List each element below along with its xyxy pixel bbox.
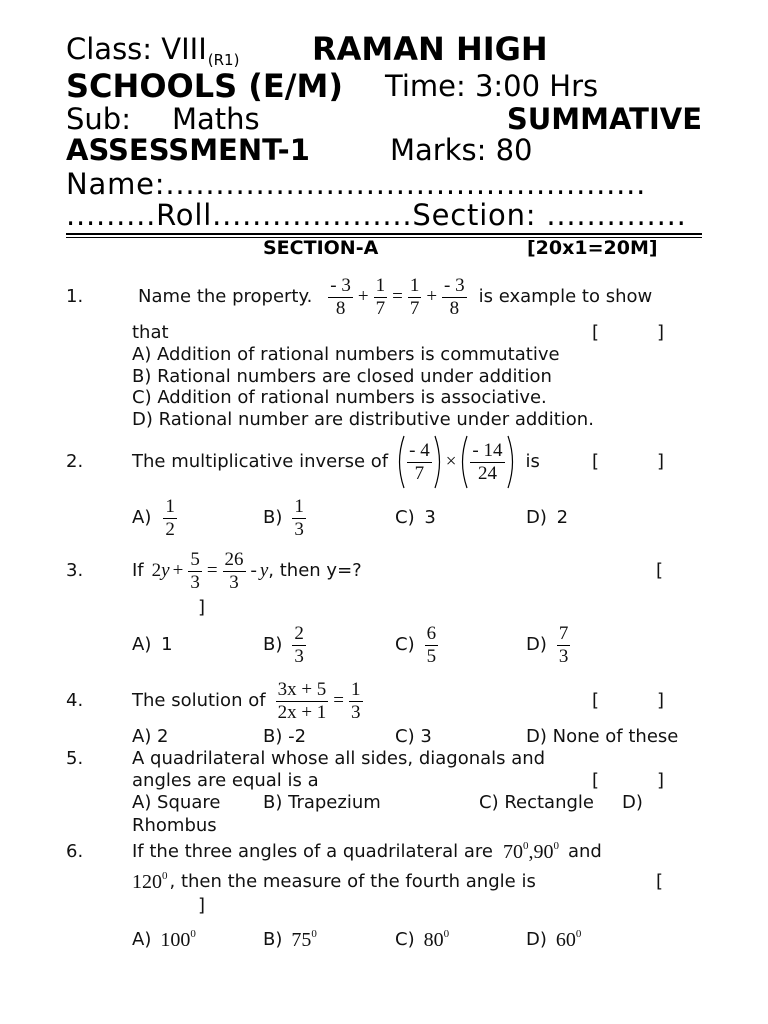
option-label: D) bbox=[526, 634, 547, 655]
degree-mark: 0 bbox=[522, 840, 529, 852]
right-parenthesis bbox=[507, 435, 516, 489]
fraction-numerator: 1 bbox=[351, 678, 361, 700]
class-text: Class: VIII bbox=[66, 32, 207, 66]
angle-value bbox=[291, 929, 317, 951]
angle-value bbox=[160, 929, 196, 951]
option-c: C) Addition of rational numbers is associative. bbox=[132, 387, 547, 408]
answer-bracket-close: ] bbox=[657, 451, 665, 472]
double-rule-top bbox=[66, 233, 702, 235]
fraction bbox=[407, 441, 432, 484]
answer-bracket-open: [ bbox=[592, 451, 600, 472]
option-a: A) Square bbox=[132, 792, 221, 813]
option-a bbox=[132, 918, 196, 962]
fraction bbox=[292, 624, 306, 667]
question-number: 4. bbox=[66, 690, 84, 711]
question-text: , then the measure of the fourth angle is bbox=[169, 871, 536, 892]
option-value: 2 bbox=[556, 507, 569, 528]
angle-number: 70 bbox=[502, 841, 523, 863]
question-number: 1. bbox=[66, 286, 84, 307]
roll-section-field-line: .........Roll....................Section: .............. bbox=[66, 198, 687, 232]
fraction bbox=[163, 497, 177, 540]
fraction bbox=[557, 624, 571, 667]
answer-bracket-open: [ bbox=[592, 322, 600, 343]
fraction bbox=[425, 624, 439, 667]
fraction-numerator: - 3 bbox=[330, 274, 351, 296]
question-text-continued: angles are equal is a bbox=[132, 770, 319, 791]
angle-value bbox=[132, 871, 168, 893]
question-text: The multiplicative inverse of bbox=[132, 451, 389, 472]
question-number: 2. bbox=[66, 451, 84, 472]
subject-label: Sub: bbox=[66, 102, 131, 136]
answer-bracket-open: [ bbox=[592, 690, 600, 711]
question-text: If the three angles of a quadrilateral are bbox=[132, 841, 493, 862]
option-label: A) bbox=[132, 507, 152, 528]
option-b bbox=[263, 620, 308, 670]
option-a bbox=[132, 634, 173, 656]
fraction-denominator: 3 bbox=[229, 571, 239, 593]
math-expression bbox=[274, 680, 365, 723]
fraction bbox=[349, 680, 363, 723]
option-label: D) bbox=[526, 929, 547, 950]
angle-number: 120 bbox=[132, 871, 162, 893]
variable: y bbox=[259, 560, 269, 581]
question-text: and bbox=[567, 841, 602, 862]
plus-operator: + bbox=[172, 560, 184, 581]
fraction bbox=[223, 550, 246, 593]
fraction bbox=[442, 276, 467, 319]
question-text: A quadrilateral whose all sides, diagonals and bbox=[132, 748, 546, 769]
question-text: The solution of bbox=[132, 690, 266, 711]
fraction-numerator: - 3 bbox=[444, 274, 465, 296]
question-text: If bbox=[132, 560, 144, 581]
degree-mark: 0 bbox=[162, 870, 168, 882]
answer-bracket-close: ] bbox=[198, 597, 206, 618]
assessment-title-line2: ASSESSMENT-1 bbox=[66, 133, 310, 167]
option-value: 1 bbox=[161, 634, 173, 655]
angle-number: 60 bbox=[555, 929, 576, 951]
option-c bbox=[395, 507, 436, 529]
question-stem bbox=[132, 432, 540, 492]
fraction-numerator: 6 bbox=[426, 622, 437, 644]
fraction bbox=[374, 276, 388, 319]
answer-bracket-open: [ bbox=[656, 560, 664, 581]
name-field-line: Name:................................................ bbox=[66, 167, 647, 201]
angle-number: 100 bbox=[160, 929, 191, 951]
angle-number: 80 bbox=[423, 929, 444, 951]
question-text-continued: that bbox=[132, 322, 169, 343]
option-d bbox=[526, 620, 572, 670]
question-number: 5. bbox=[66, 748, 84, 769]
option-a: A) 2 bbox=[132, 726, 169, 747]
left-parenthesis bbox=[396, 435, 405, 489]
multiply-operator: × bbox=[445, 451, 457, 472]
option-value: 3 bbox=[424, 507, 436, 528]
option-label: A) bbox=[132, 929, 152, 950]
question-text: Name the property. bbox=[138, 286, 313, 307]
fraction-numerator: 7 bbox=[558, 622, 569, 644]
fraction-denominator: 3 bbox=[294, 518, 304, 540]
question-number: 6. bbox=[66, 841, 84, 862]
option-d: D) None of these bbox=[526, 726, 679, 747]
option-label: C) bbox=[395, 929, 415, 950]
option-a bbox=[132, 493, 179, 543]
option-label: B) bbox=[263, 507, 283, 528]
fraction bbox=[328, 276, 353, 319]
fraction bbox=[292, 497, 306, 540]
equals-operator: = bbox=[333, 690, 344, 711]
math-expression bbox=[152, 550, 269, 593]
fraction-numerator: 5 bbox=[190, 548, 200, 570]
fraction-denominator: 7 bbox=[375, 297, 386, 319]
option-b: B) Trapezium bbox=[263, 792, 381, 813]
fraction-numerator: 1 bbox=[375, 274, 386, 296]
fraction-denominator: 7 bbox=[409, 297, 420, 319]
fraction-denominator: 3 bbox=[294, 645, 304, 667]
option-label: A) bbox=[132, 634, 152, 655]
question-text: , then y=? bbox=[268, 560, 362, 581]
option-label: C) bbox=[395, 634, 415, 655]
option-c: C) 3 bbox=[395, 726, 432, 747]
class-section-subscript: (R1) bbox=[207, 51, 240, 69]
math-expression bbox=[326, 276, 468, 319]
max-marks: Marks: 80 bbox=[390, 133, 533, 167]
option-a: A) Addition of rational numbers is commutative bbox=[132, 344, 560, 365]
fraction-denominator: 7 bbox=[414, 462, 425, 484]
subject-value: Maths bbox=[172, 102, 260, 136]
fraction-denominator: 3 bbox=[558, 645, 569, 667]
angle-number: 90 bbox=[533, 841, 554, 863]
fraction-denominator: 2x + 1 bbox=[277, 701, 327, 723]
option-c: C) Rectangle bbox=[479, 792, 594, 813]
question-number: 3. bbox=[66, 560, 84, 581]
option-label: D) bbox=[526, 507, 547, 528]
section-title: SECTION-A bbox=[263, 237, 379, 259]
option-b: B) -2 bbox=[263, 726, 307, 747]
option-label: B) bbox=[263, 929, 283, 950]
exam-duration: Time: 3:00 Hrs bbox=[385, 69, 599, 103]
fraction bbox=[276, 680, 329, 723]
answer-bracket-close: ] bbox=[657, 690, 665, 711]
answer-bracket-open: [ bbox=[592, 770, 600, 791]
fraction bbox=[408, 276, 422, 319]
fraction-denominator: 24 bbox=[477, 462, 497, 484]
fraction-denominator: 5 bbox=[426, 645, 437, 667]
class-label bbox=[66, 32, 239, 71]
fraction-numerator: 2 bbox=[294, 622, 304, 644]
answer-bracket-open: [ bbox=[656, 871, 664, 892]
question-stem bbox=[138, 272, 652, 322]
coefficient: 2 bbox=[151, 560, 162, 581]
option-c bbox=[395, 620, 440, 670]
assessment-title-line1: SUMMATIVE bbox=[506, 102, 702, 136]
fraction-numerator: 26 bbox=[224, 548, 244, 570]
right-parenthesis bbox=[434, 435, 443, 489]
angle-value bbox=[556, 929, 582, 951]
fraction-numerator: - 14 bbox=[472, 439, 503, 461]
fraction-numerator: 1 bbox=[165, 495, 175, 517]
fraction-numerator: 1 bbox=[409, 274, 420, 296]
question-stem-continued bbox=[132, 860, 536, 904]
answer-bracket-close: ] bbox=[657, 770, 665, 791]
section-marks: [20x1=20M] bbox=[527, 237, 658, 259]
angle-number: 75 bbox=[291, 929, 312, 951]
fraction bbox=[188, 550, 202, 593]
fraction-numerator: - 4 bbox=[409, 439, 430, 461]
option-d-label: D) bbox=[622, 792, 643, 813]
question-stem bbox=[132, 546, 362, 596]
question-stem bbox=[132, 676, 365, 726]
answer-bracket-close: ] bbox=[198, 895, 206, 916]
left-parenthesis bbox=[459, 435, 468, 489]
option-d bbox=[526, 918, 581, 962]
equals-operator: = bbox=[206, 560, 218, 581]
minus-operator: - bbox=[250, 560, 257, 581]
school-name-line1: RAMAN HIGH bbox=[312, 30, 548, 68]
option-c bbox=[395, 918, 449, 962]
fraction bbox=[470, 441, 504, 484]
option-b bbox=[263, 918, 317, 962]
fraction-denominator: 8 bbox=[335, 297, 346, 319]
option-b: B) Rational numbers are closed under addition bbox=[132, 366, 552, 387]
fraction-denominator: 8 bbox=[449, 297, 460, 319]
option-d bbox=[526, 507, 568, 529]
math-expression bbox=[396, 435, 515, 489]
degree-mark: 0 bbox=[311, 928, 317, 940]
variable: y bbox=[161, 560, 170, 581]
fraction-denominator: 3 bbox=[190, 571, 200, 593]
angle-value bbox=[533, 841, 559, 863]
fraction-numerator: 1 bbox=[294, 495, 304, 517]
degree-mark: 0 bbox=[575, 928, 582, 940]
option-d-value: Rhombus bbox=[132, 815, 217, 836]
angle-separator: , bbox=[528, 841, 534, 863]
degree-mark: 0 bbox=[553, 840, 559, 852]
option-b bbox=[263, 493, 308, 543]
school-name-line2: SCHOOLS (E/M) bbox=[66, 67, 343, 105]
fraction-denominator: 3 bbox=[351, 701, 361, 723]
answer-bracket-close: ] bbox=[657, 322, 665, 343]
degree-mark: 0 bbox=[190, 928, 196, 940]
fraction-numerator: 3x + 5 bbox=[277, 678, 327, 700]
fraction-denominator: 2 bbox=[165, 518, 175, 540]
degree-mark: 0 bbox=[443, 928, 450, 940]
angle-value bbox=[424, 929, 450, 951]
plus-operator: + bbox=[357, 286, 369, 307]
plus-operator: + bbox=[426, 286, 438, 307]
question-text: is example to show bbox=[478, 286, 653, 307]
question-text: is bbox=[525, 451, 540, 472]
option-label: C) bbox=[395, 507, 415, 528]
option-label: B) bbox=[263, 634, 283, 655]
option-d: D) Rational number are distributive under addition. bbox=[132, 409, 594, 430]
equals-operator: = bbox=[392, 286, 403, 307]
